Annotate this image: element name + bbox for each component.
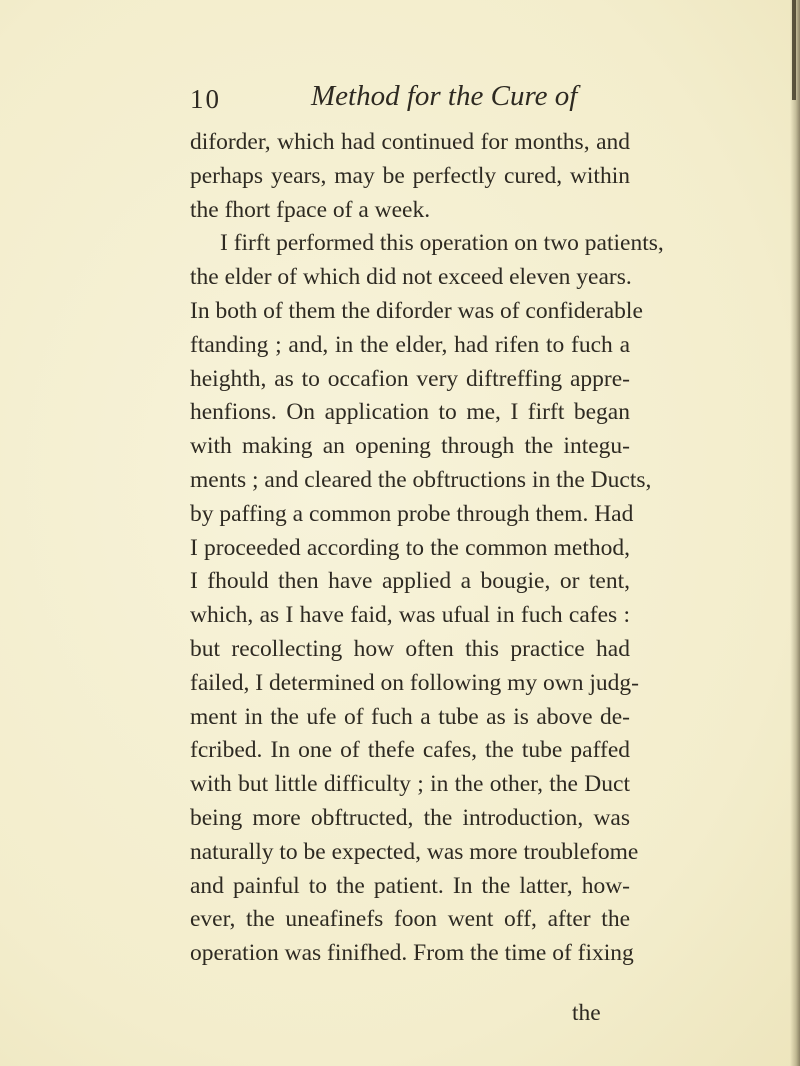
- text-line-25: operation was finifhed. From the time of fixing: [190, 940, 634, 967]
- text-line-16: but recollecting how often this practice had: [190, 635, 630, 662]
- text-line-20: with but little difficulty ; in the other, the Duct: [190, 771, 630, 798]
- body-text: [190, 126, 664, 971]
- page-edge-dark-strip: [792, 0, 796, 100]
- text-line-7: ftanding ; and, in the elder, had rifen to fuch a: [190, 331, 630, 358]
- text-line-15: which, as I have faid, was ufual in fuch cafes :: [190, 602, 630, 629]
- page-edge-shadow: [790, 0, 800, 1066]
- text-line-14: I fhould then have applied a bougie, or tent,: [190, 568, 630, 595]
- page-header: [190, 80, 630, 120]
- catchword: the: [572, 1000, 601, 1026]
- text-line-12: by paffing a common probe through them. Had: [190, 500, 634, 527]
- text-line-9: henfions. On application to me, I firft began: [190, 399, 630, 426]
- text-line-18: ment in the ufe of fuch a tube as is above de-: [190, 703, 630, 730]
- text-line-23: and painful to the patient. In the latter, how-: [190, 872, 630, 899]
- text-line-13: I proceeded according to the common method,: [190, 534, 630, 561]
- running-head: Method for the Cure of: [311, 80, 578, 112]
- text-line-24: ever, the uneafinefs foon went off, after the: [190, 906, 630, 933]
- text-line-4: I firft performed this operation on two patients,: [220, 230, 664, 257]
- text-line-8: heighth, as to occafion very diftreffing appre-: [190, 365, 630, 392]
- text-line-3: the fhort fpace of a week.: [190, 196, 431, 223]
- text-line-17: failed, I determined on following my own judg-: [190, 669, 640, 696]
- text-line-2: perhaps years, may be perfectly cured, within: [190, 162, 630, 189]
- text-line-10: with making an opening through the integu-: [190, 433, 630, 460]
- text-line-6: In both of them the diforder was of confiderable: [190, 297, 643, 324]
- text-line-19: fcribed. In one of thefe cafes, the tube paffed: [190, 737, 630, 764]
- page-number: 10: [190, 84, 221, 114]
- text-line-11: ments ; and cleared the obftructions in the Ducts,: [190, 466, 652, 493]
- text-line-22: naturally to be expected, was more troublefome: [190, 838, 639, 865]
- text-line-21: being more obftructed, the introduction, was: [190, 804, 630, 831]
- text-line-5: the elder of which did not exceed eleven years.: [190, 264, 632, 291]
- text-line-1: diforder, which had continued for months, and: [190, 129, 630, 155]
